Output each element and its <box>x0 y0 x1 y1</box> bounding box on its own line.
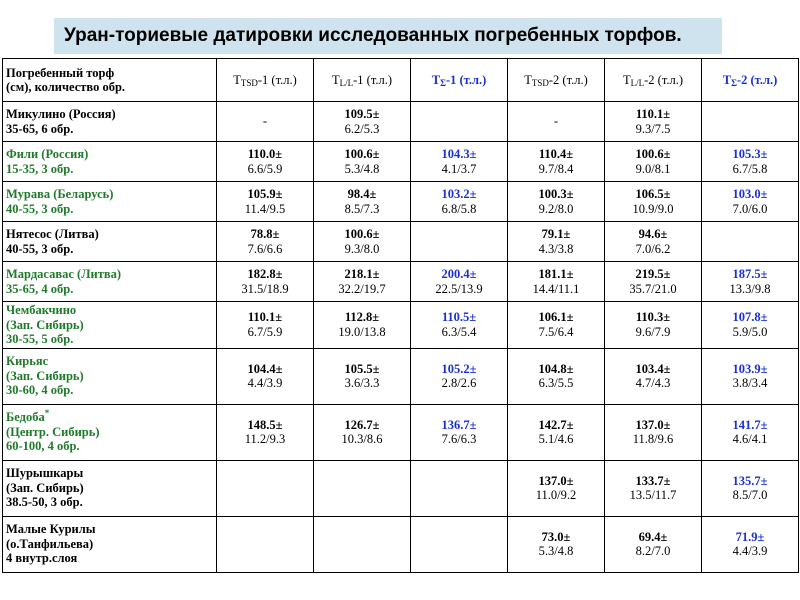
date-cell <box>605 516 702 572</box>
header-symbol: T <box>524 72 532 87</box>
age-value: 112.8± <box>344 310 380 325</box>
age-error: 7.0/6.0 <box>732 201 768 216</box>
date-cell <box>314 460 411 516</box>
date-cell <box>314 302 411 349</box>
age-error: 4.1/3.7 <box>441 161 477 176</box>
footnote-mark: * <box>44 408 50 419</box>
date-cell <box>217 142 314 182</box>
age-value: 94.6± <box>638 227 668 241</box>
age-error: 9.6/7.9 <box>635 324 671 339</box>
table-row <box>3 182 799 222</box>
date-cell <box>411 404 508 460</box>
site-name-line: Малые Курилы <box>6 522 96 537</box>
age-value: 137.0± <box>538 473 574 488</box>
age-error: 9.3/8.0 <box>344 241 380 256</box>
site-name-cell <box>3 404 217 460</box>
header-peat-sublabel: (см), количество обр. <box>6 80 126 94</box>
age-value: 103.4± <box>635 361 671 376</box>
age-value: 100.6± <box>635 147 671 161</box>
no-data-mark: - <box>262 114 268 129</box>
age-value: 100.3± <box>538 187 574 201</box>
site-name-line: Кирьяс <box>6 354 49 369</box>
age-error: 10.9/9.0 <box>632 201 674 216</box>
age-value: 98.4± <box>347 187 377 201</box>
date-cell <box>508 460 605 516</box>
age-value: 110.1± <box>247 310 283 325</box>
site-name-line: 60-100, 4 обр. <box>6 439 80 454</box>
site-name-line: Бедоба* <box>6 408 50 425</box>
page-title: Уран-ториевые датировки исследованных погребенных торфов. <box>54 18 722 54</box>
header-col-4 <box>508 59 605 102</box>
age-error: 6.7/5.8 <box>732 161 768 176</box>
date-cell <box>314 182 411 222</box>
age-value: 69.4± <box>638 529 668 544</box>
age-value: 105.3± <box>732 147 768 161</box>
site-name-line: (о.Танфильева) <box>6 536 94 551</box>
date-cell <box>508 348 605 404</box>
age-error: 5.3/4.8 <box>344 161 380 176</box>
age-error: 13.3/9.8 <box>729 281 771 296</box>
age-error: 13.5/11.7 <box>629 488 677 502</box>
age-error: 6.3/5.4 <box>441 324 477 339</box>
age-value: 141.7± <box>732 417 768 432</box>
age-value: 148.5± <box>247 417 283 432</box>
age-value: 79.1± <box>541 227 571 241</box>
date-cell <box>702 460 799 516</box>
header-suffix: -2 (т.л.) <box>548 72 588 87</box>
header-col-2 <box>314 59 411 102</box>
table-row <box>3 262 799 302</box>
date-cell <box>411 222 508 262</box>
age-error: 6.7/5.9 <box>247 324 283 339</box>
date-cell <box>605 262 702 302</box>
header-symbol: T <box>331 72 340 87</box>
date-cell <box>605 404 702 460</box>
site-name-line: (Центр. Сибирь) <box>6 424 100 439</box>
date-cell <box>702 102 799 142</box>
date-cell <box>508 516 605 572</box>
date-cell <box>702 516 799 572</box>
age-value: 133.7± <box>635 473 671 488</box>
age-error: 6.3/5.5 <box>538 376 574 390</box>
date-cell <box>314 348 411 404</box>
age-value: 219.5± <box>635 267 671 281</box>
age-error: 11.4/9.5 <box>244 201 286 216</box>
date-cell <box>411 460 508 516</box>
table-row <box>3 222 799 262</box>
age-error: 7.0/6.2 <box>635 241 671 256</box>
age-error: 8.5/7.3 <box>344 201 380 216</box>
header-suffix: -1 (т.л.) <box>257 72 297 87</box>
age-value: 103.0± <box>732 187 768 201</box>
age-error: 31.5/18.9 <box>241 281 289 296</box>
age-error: 8.5/7.0 <box>732 488 768 502</box>
date-cell <box>217 516 314 572</box>
date-cell <box>217 404 314 460</box>
age-value: 187.5± <box>732 267 768 281</box>
header-symbol: T <box>622 72 631 87</box>
age-error: 4.7/4.3 <box>635 376 671 390</box>
date-cell <box>217 102 314 142</box>
site-name-line: Нятесос (Литва) <box>6 227 99 241</box>
site-name-line: 4 внутр.слоя <box>6 551 78 566</box>
date-cell <box>411 262 508 302</box>
date-cell <box>314 404 411 460</box>
age-error: 3.8/3.4 <box>732 376 768 390</box>
age-value: 105.9± <box>247 187 283 201</box>
date-cell <box>702 222 799 262</box>
site-name-line: 40-55, 3 обр. <box>6 241 74 256</box>
date-cell <box>314 222 411 262</box>
date-cell <box>314 142 411 182</box>
site-name-line: Шурышкары <box>6 466 84 481</box>
table-row <box>3 404 799 460</box>
age-value: 135.7± <box>732 473 768 488</box>
header-subscript: TSD <box>240 77 258 88</box>
age-value: 104.3± <box>441 147 477 161</box>
table-row <box>3 302 799 349</box>
site-name-line: 35-65, 6 обр. <box>6 121 74 136</box>
age-error: 5.1/4.6 <box>538 432 574 446</box>
age-error: 32.2/19.7 <box>338 281 386 296</box>
age-error: 2.8/2.6 <box>441 376 477 390</box>
age-value: 200.4± <box>441 267 477 281</box>
date-cell <box>314 516 411 572</box>
date-cell <box>411 302 508 349</box>
age-value: 110.0± <box>247 147 283 161</box>
site-name-line: (Зап. Сибирь) <box>6 480 84 495</box>
date-cell <box>411 348 508 404</box>
age-value: 109.5± <box>344 107 380 121</box>
age-error: 5.9/5.0 <box>732 324 768 339</box>
date-cell <box>314 262 411 302</box>
header-subscript: L/L <box>339 77 354 88</box>
header-subscript: Σ <box>731 77 737 88</box>
age-value: 78.8± <box>250 227 280 241</box>
age-error: 11.2/9.3 <box>244 432 286 446</box>
age-error: 8.2/7.0 <box>635 544 671 558</box>
age-value: 110.1± <box>635 107 671 121</box>
age-error: 9.7/8.4 <box>538 161 574 176</box>
date-cell <box>217 182 314 222</box>
table-row <box>3 348 799 404</box>
age-value: 100.6± <box>344 227 380 241</box>
site-name-cell <box>3 302 217 349</box>
header-subscript: L/L <box>630 77 645 88</box>
dating-table <box>2 58 799 573</box>
age-value: 106.5± <box>635 187 671 201</box>
site-name-line: Чембакчино <box>6 303 77 317</box>
age-error: 4.4/3.9 <box>732 544 768 558</box>
header-symbol: T <box>233 72 241 87</box>
table-row <box>3 516 799 572</box>
age-value: 137.0± <box>635 417 671 432</box>
age-value: 106.1± <box>538 310 574 325</box>
date-cell <box>605 302 702 349</box>
age-error: 6.2/5.3 <box>344 121 380 136</box>
age-value: 142.7± <box>538 417 574 432</box>
age-error: 35.7/21.0 <box>629 281 677 296</box>
site-name-cell <box>3 516 217 572</box>
header-col-6 <box>702 59 799 102</box>
age-value: 107.8± <box>732 310 768 325</box>
date-cell <box>411 516 508 572</box>
date-cell <box>314 102 411 142</box>
header-subscript: TSD <box>531 77 549 88</box>
date-cell <box>217 302 314 349</box>
header-suffix: -2 (т.л.) <box>644 72 683 87</box>
header-col-3 <box>411 59 508 102</box>
date-cell <box>605 460 702 516</box>
date-cell <box>508 262 605 302</box>
age-value: 105.2± <box>441 361 477 376</box>
site-name-cell <box>3 182 217 222</box>
header-suffix: -1 (т.л.) <box>445 72 487 87</box>
age-error: 9.3/7.5 <box>635 121 671 136</box>
date-cell <box>508 302 605 349</box>
date-cell <box>508 142 605 182</box>
site-name-line: Микулино (Россия) <box>6 107 116 121</box>
age-value: 110.4± <box>538 147 574 161</box>
date-cell <box>411 102 508 142</box>
header-peat-label: Погребенный торф <box>6 65 115 80</box>
site-name-line: 35-65, 4 обр. <box>6 281 74 296</box>
header-row <box>3 59 799 102</box>
age-error: 9.0/8.1 <box>635 161 671 176</box>
site-name-line: 30-60, 4 обр. <box>6 383 74 398</box>
age-value: 136.7± <box>441 417 477 432</box>
age-error: 22.5/13.9 <box>435 281 483 296</box>
date-cell <box>605 348 702 404</box>
age-value: 100.6± <box>344 147 380 161</box>
age-value: 73.0± <box>541 529 571 544</box>
date-cell <box>217 348 314 404</box>
age-error: 5.3/4.8 <box>538 544 574 558</box>
table-row <box>3 102 799 142</box>
site-name-line: 40-55, 3 обр. <box>6 201 74 216</box>
header-suffix: -2 (т.л.) <box>736 72 778 87</box>
date-cell <box>702 142 799 182</box>
date-cell <box>217 262 314 302</box>
site-name-line: Мардасавас (Литва) <box>6 267 122 281</box>
site-name-line: 38.5-50, 3 обр. <box>6 495 83 510</box>
header-symbol: T <box>722 72 732 87</box>
date-cell <box>702 404 799 460</box>
site-name-line: 15-35, 3 обр. <box>6 161 74 176</box>
no-data-mark: - <box>553 114 559 129</box>
site-name-cell <box>3 348 217 404</box>
age-value: 126.7± <box>344 417 380 432</box>
site-name-line: Мурава (Беларусь) <box>6 187 114 201</box>
age-error: 6.8/5.8 <box>441 201 477 216</box>
date-cell <box>605 182 702 222</box>
age-error: 10.3/8.6 <box>341 432 383 446</box>
age-value: 218.1± <box>344 267 380 281</box>
age-value: 181.1± <box>538 267 574 281</box>
date-cell <box>217 222 314 262</box>
age-value: 104.4± <box>247 361 283 376</box>
age-error: 14.4/11.1 <box>532 281 580 296</box>
table-row <box>3 460 799 516</box>
date-cell <box>411 182 508 222</box>
header-subscript: Σ <box>440 77 446 88</box>
site-name-cell <box>3 460 217 516</box>
date-cell <box>411 142 508 182</box>
age-value: 71.9± <box>735 529 765 544</box>
age-error: 4.6/4.1 <box>732 432 768 446</box>
site-name-line: Фили (Россия) <box>6 147 89 161</box>
site-name-line: 30-55, 5 обр. <box>6 332 74 346</box>
table-row <box>3 142 799 182</box>
age-value: 110.5± <box>441 310 477 325</box>
age-error: 9.2/8.0 <box>538 201 574 216</box>
age-error: 11.8/9.6 <box>632 432 674 446</box>
date-cell <box>508 182 605 222</box>
date-cell <box>508 404 605 460</box>
age-value: 110.3± <box>635 310 671 325</box>
age-error: 11.0/9.2 <box>535 488 577 502</box>
header-symbol: T <box>431 72 441 87</box>
age-value: 105.5± <box>344 361 380 376</box>
age-error: 4.4/3.9 <box>247 376 283 390</box>
date-cell <box>217 460 314 516</box>
date-cell <box>702 302 799 349</box>
date-cell <box>605 222 702 262</box>
date-cell <box>702 348 799 404</box>
age-value: 103.2± <box>441 187 477 201</box>
age-error: 7.5/6.4 <box>538 324 574 339</box>
site-name-line: (Зап. Сибирь) <box>6 317 84 332</box>
header-col-1 <box>217 59 314 102</box>
site-name-cell <box>3 102 217 142</box>
age-value: 182.8± <box>247 267 283 281</box>
date-cell <box>508 222 605 262</box>
date-cell <box>702 182 799 222</box>
date-cell <box>508 102 605 142</box>
age-error: 7.6/6.6 <box>247 241 283 256</box>
site-name-line: (Зап. Сибирь) <box>6 368 84 383</box>
age-error: 19.0/13.8 <box>338 324 386 339</box>
age-error: 6.6/5.9 <box>247 161 283 176</box>
site-name-cell <box>3 262 217 302</box>
age-error: 4.3/3.8 <box>538 241 574 256</box>
date-cell <box>605 102 702 142</box>
date-cell <box>605 142 702 182</box>
header-col-5 <box>605 59 702 102</box>
age-error: 3.6/3.3 <box>344 376 380 390</box>
age-value: 103.9± <box>732 361 768 376</box>
age-error: 7.6/6.3 <box>441 432 477 446</box>
date-cell <box>702 262 799 302</box>
site-name-cell <box>3 142 217 182</box>
age-value: 104.8± <box>538 361 574 376</box>
header-peat-column <box>3 59 217 102</box>
site-name-cell <box>3 222 217 262</box>
header-suffix: -1 (т.л.) <box>353 72 392 87</box>
